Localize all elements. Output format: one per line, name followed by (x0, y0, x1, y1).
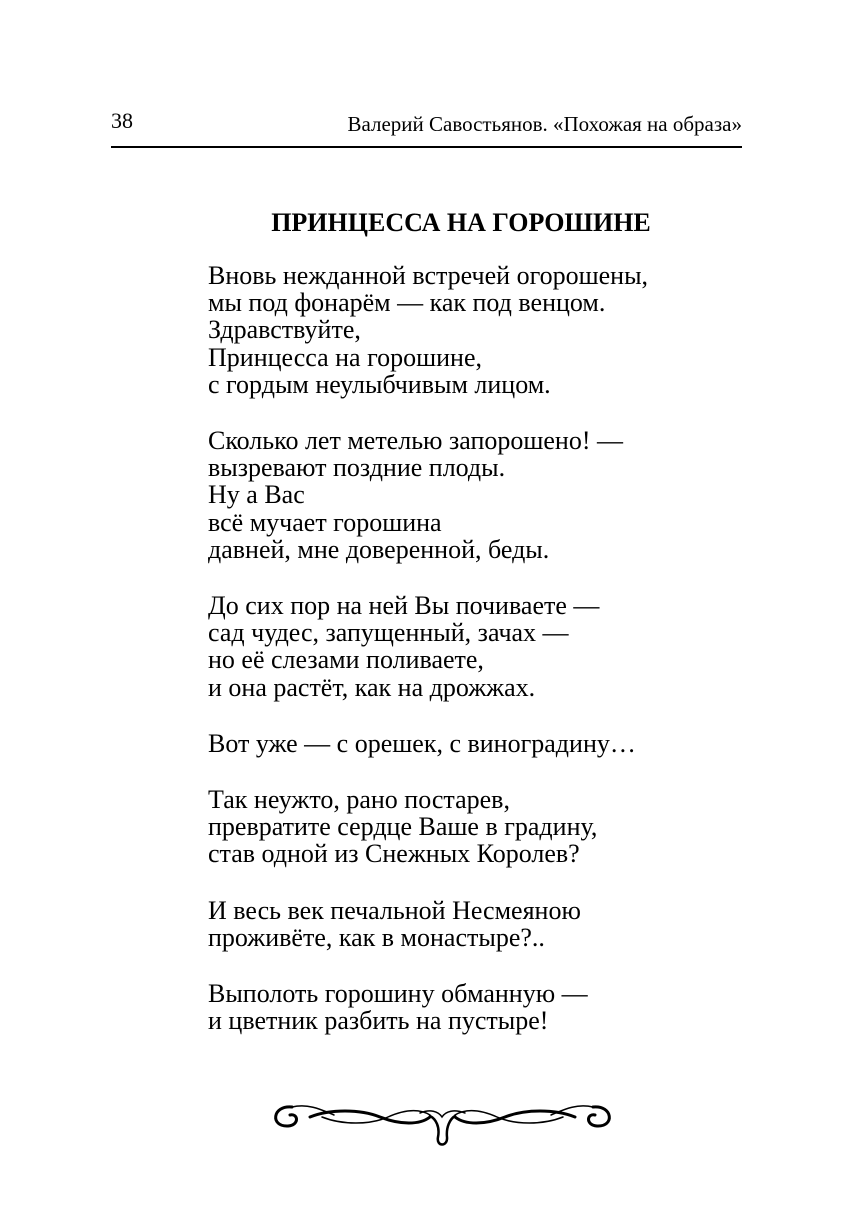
poem-title: ПРИНЦЕССА НА ГОРОШИНЕ (271, 208, 651, 237)
stanza-3 (208, 592, 648, 701)
verse-line: До сих пор на ней Вы почиваете — (208, 591, 600, 621)
decorative-flourish-icon (270, 1093, 615, 1151)
verse-line: и она растёт, как на дрожжах. (208, 672, 536, 702)
page-number: 38 (111, 108, 133, 133)
stanza-6 (208, 897, 648, 951)
verse-line: Так неужто, рано постарев, (208, 785, 510, 815)
verse-line: сад чудес, запущенный, зачах — (208, 618, 569, 648)
verse-line: Принцесса на горошине, (208, 342, 483, 372)
verse-line: и цветник разбить на пустыре! (208, 1006, 549, 1036)
header-rule (111, 146, 742, 148)
verse-line: проживёте, как в монастыре?.. (208, 922, 545, 952)
verse-line: Вновь нежданной встречей огорошены, (208, 261, 649, 290)
verse-line: Сколько лет метелью запорошено! — (208, 426, 623, 456)
verse-line: всё мучает горошина (208, 507, 442, 537)
stanza-2 (208, 427, 648, 563)
verse-line: давней, мне доверенной, беды. (208, 534, 550, 564)
verse-line: став одной из Снежных Королев? (208, 839, 580, 869)
stanza-1 (208, 262, 648, 398)
verse-line: Здравствуйте, (208, 315, 361, 345)
verse-line: И весь век печальной Несмеяною (208, 895, 581, 925)
verse-line: превратите сердце Ваше в градину, (208, 812, 598, 842)
running-head: Валерий Савостьянов. «Похожая на образа» (347, 112, 742, 136)
verse-line: мы под фонарём — как под венцом. (208, 288, 606, 318)
verse-line: вызревают поздние плоды. (208, 453, 506, 483)
verse-line: Выполоть горошину обманную — (208, 979, 588, 1009)
verse-line: с гордым неулыбчивым лицом. (208, 369, 551, 399)
stanza-5 (208, 786, 648, 868)
stanza-7 (208, 980, 648, 1034)
verse-line: Ну а Вас (208, 480, 305, 510)
verse-line: Вот уже — с орешек, с виноградину… (208, 728, 636, 758)
verse-line: но её слезами поливаете, (208, 645, 484, 675)
stanza-4 (208, 730, 648, 757)
poem-body (208, 262, 648, 1063)
